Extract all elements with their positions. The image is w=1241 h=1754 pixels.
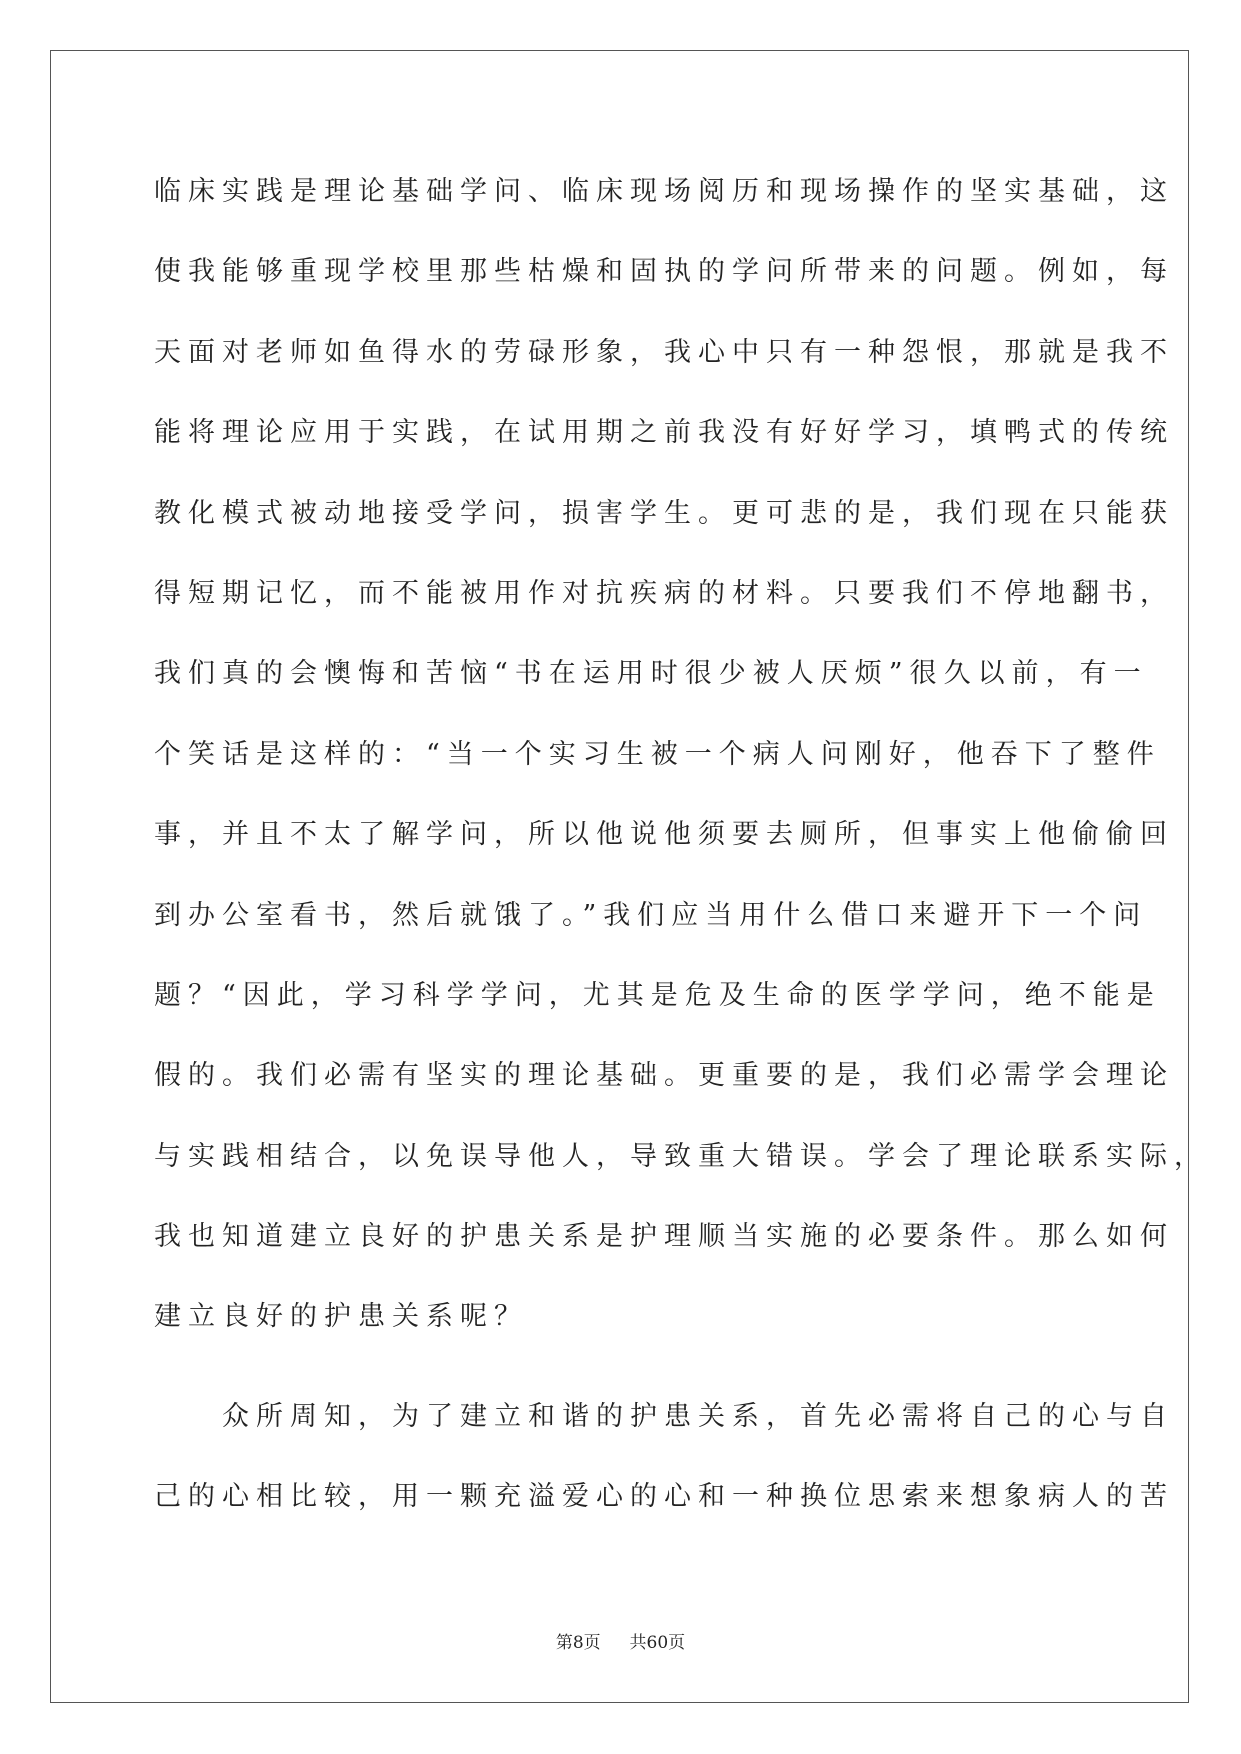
text-line: 教化模式被动地接受学问，损害学生。更可悲的是，我们现在只能获 <box>154 497 1174 529</box>
text-line: 事，并且不太了解学问，所以他说他须要去厕所，但事实上他偷偷回 <box>154 819 1174 851</box>
text-line: 个笑话是这样的：“当一个实习生被一个病人问刚好，他吞下了整件 <box>154 738 1161 770</box>
document-body <box>154 162 1208 1548</box>
text-line: 众所周知，为了建立和谐的护患关系，首先必需将自己的心与自 <box>222 1400 1174 1432</box>
text-line: 使我能够重现学校里那些枯燥和固执的学问所带来的问题。例如，每 <box>154 256 1174 288</box>
text-line: 己的心相比较，用一颗充溢爱心的心和一种换位思索来想象病人的苦 <box>154 1481 1174 1513</box>
text-line: 我们真的会懊悔和苦恼“书在运用时很少被人厌烦”很久以前，有一 <box>154 658 1148 690</box>
page-number: 第8页 <box>555 1633 601 1653</box>
paragraph-2 <box>154 1387 1174 1548</box>
text-line: 题？“因此，学习科学学问，尤其是危及生命的医学学问，绝不能是 <box>154 979 1161 1011</box>
text-line: 天面对老师如鱼得水的劳碌形象，我心中只有一种怨恨，那就是我不 <box>154 336 1174 368</box>
text-line: 我也知道建立良好的护患关系是护理顺当实施的必要条件。那么如何 <box>154 1221 1174 1253</box>
page-total: 共60页 <box>629 1633 686 1653</box>
paragraph-1 <box>154 162 1208 1368</box>
text-line: 得短期记忆，而不能被用作对抗疾病的材料。只要我们不停地翻书， <box>154 577 1174 609</box>
text-line: 假的。我们必需有坚实的理论基础。更重要的是，我们必需学会理论 <box>154 1060 1174 1092</box>
text-line: 建立良好的护患关系呢？ <box>154 1301 528 1333</box>
text-line: 到办公室看书，然后就饿了。”我们应当用什么借口来避开下一个问 <box>154 899 1148 931</box>
page-footer <box>0 1628 1241 1653</box>
text-line: 临床实践是理论基础学问、临床现场阅历和现场操作的坚实基础，这 <box>154 176 1174 207</box>
text-line: 与实践相结合，以免误导他人，导致重大错误。学会了理论联系实际， <box>154 1140 1208 1172</box>
text-line: 能将理论应用于实践，在试用期之前我没有好好学习，填鸭式的传统 <box>154 417 1174 449</box>
